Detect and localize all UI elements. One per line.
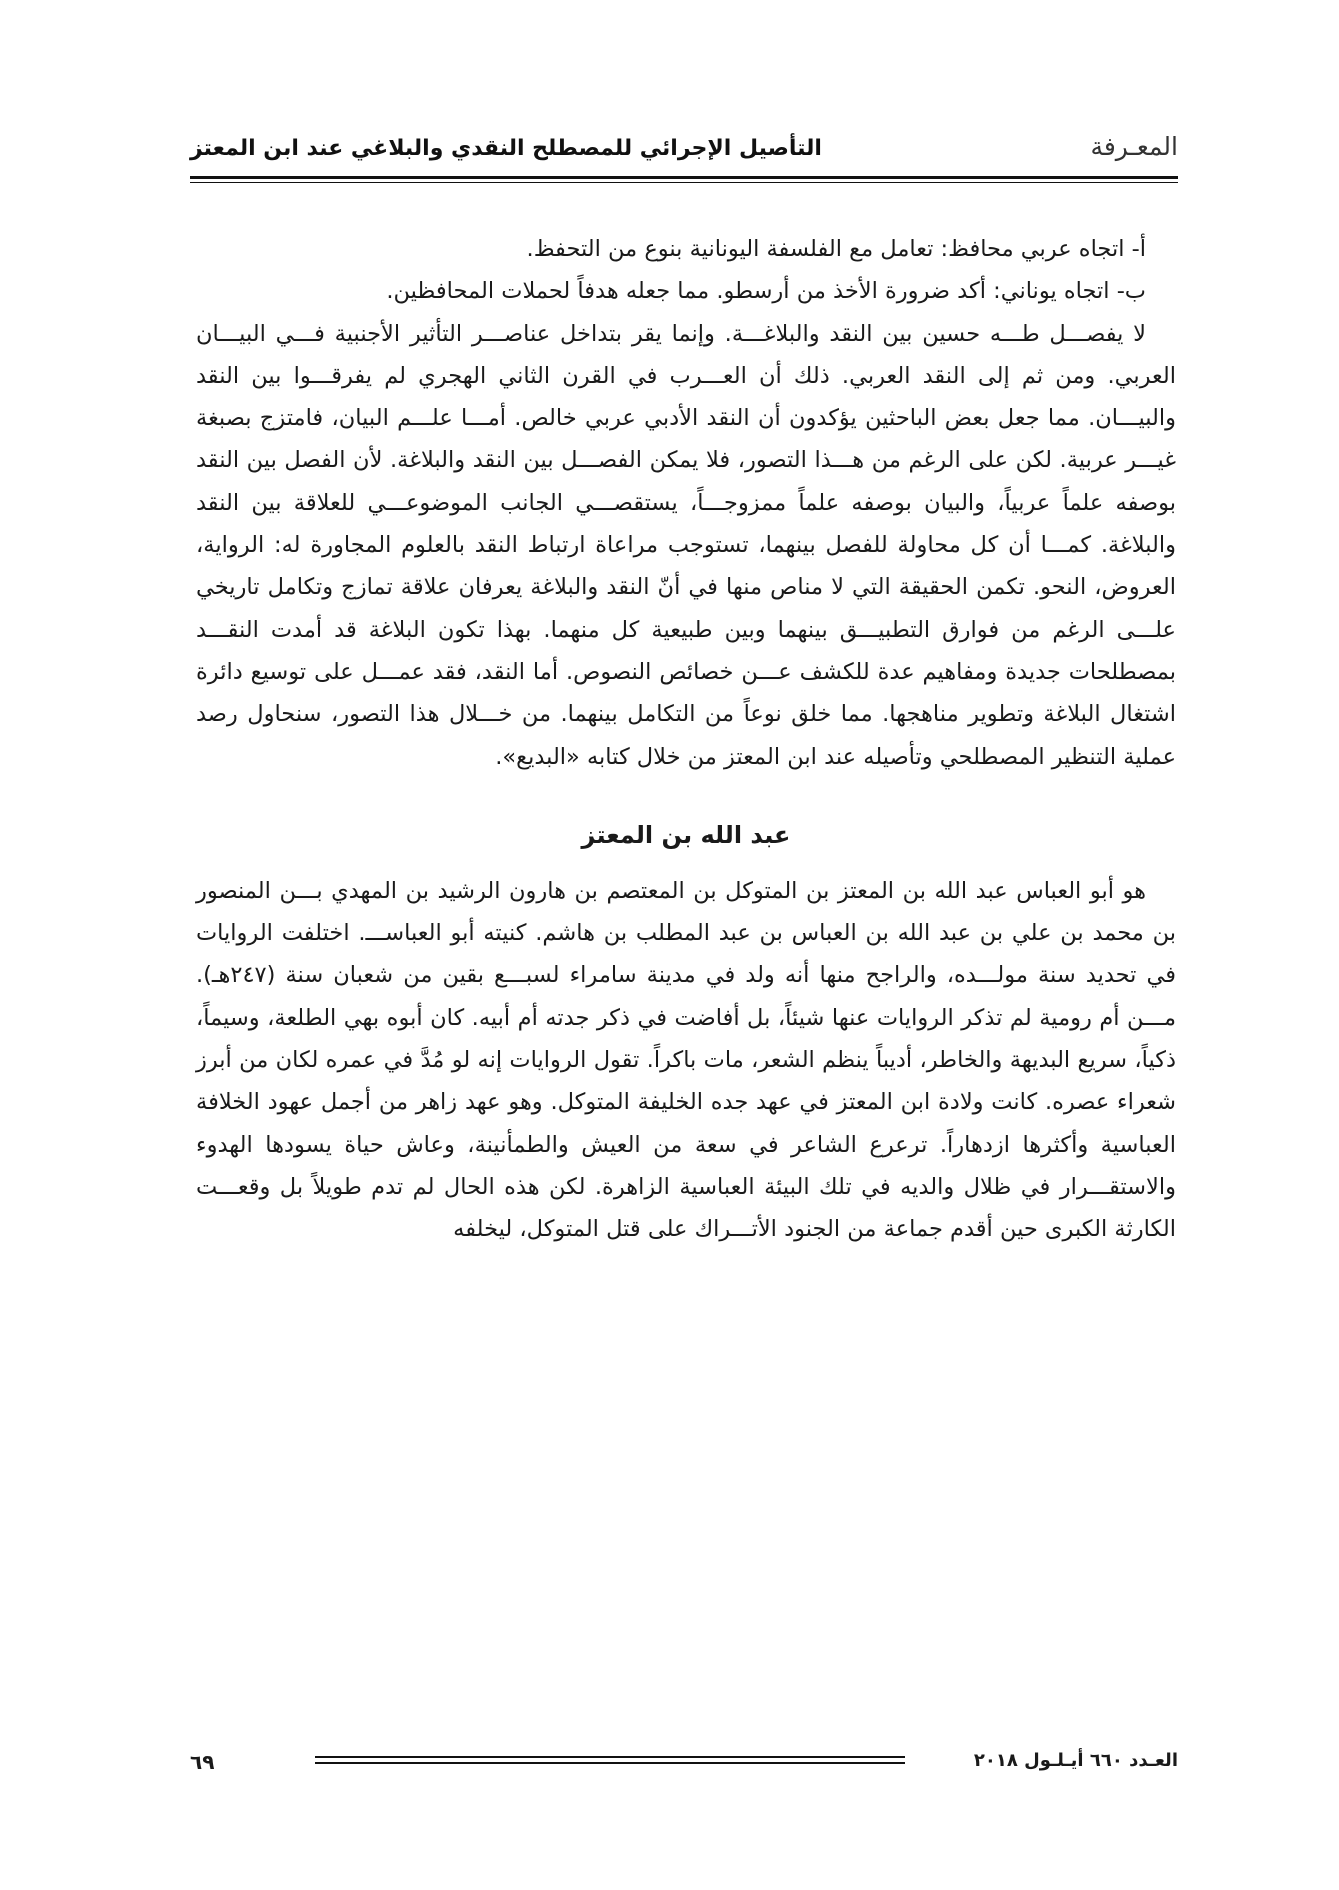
article-body [196,228,1176,1251]
page-number: ٦٩ [190,1750,215,1774]
page-header [190,128,1178,178]
footer-divider [315,1756,905,1758]
footer-divider-lower [315,1762,905,1764]
paragraph-criticism-rhetoric: لا يفصـــل طـــه حسين بين النقد والبلاغـــة. وإنما يقر بتداخل عناصـــر التأثير الأجنبية فـــي البيـــان العربي. ومن ثم إلى النقد العربي. ذلك أن العـــرب في القرن الثاني الهجري لم يفرقـــوا بين النقد والبيـــان. مما جعل بعض الباحثين يؤكدون أن النقد الأدبي عربي خالص. أمـــا علـــم البيان، فامتزج بصبغة غيـــر عربية. لكن على الرغم من هـــذا التصور، فلا يمكن الفصـــل بين النقد والبلاغة. لأن الفصل بين النقد بوصفه علماً عربياً، والبيان بوصفه علماً ممزوجـــاً، يستقصـــي الجانب الموضوعـــي للعلاقة بين النقد والبلاغة. كمـــا أن كل محاولة للفصل بينهما، تستوجب مراعاة ارتباط النقد بالعلوم المجاورة له: الرواية، العروض، النحو. تكمن الحقيقة التي لا مناص منها في أنّ النقد والبلاغة يعرفان علاقة تمازج وتكامل تاريخي علـــى الرغم من فوارق التطبيـــق بينهما وبين طبيعية كل منهما. بهذا تكون البلاغة قد أمدت النقـــد بمصطلحات جديدة ومفاهيم عدة للكشف عـــن خصائص النصوص. أما النقد، فقد عمـــل على توسيع دائرة اشتغال البلاغة وتطوير مناهجها. مما خلق نوعاً من التكامل بينهما. من خـــلال هذا التصور، سنحاول رصد عملية التنظير المصطلحي وتأصيله عند ابن المعتز من خلال كتابه «البديع». [196,320,1176,770]
section-heading: عبد الله بن المعتز [581,820,791,849]
journal-logo: المعـرفة [1090,132,1178,161]
header-divider-thin [190,182,1178,183]
paragraph-biography: هو أبو العباس عبد الله بن المعتز بن المتوكل بن المعتصم بن هارون الرشيد بن المهدي بـــن المنصور بن محمد بن علي بن عبد الله بن العباس بن عبد المطلب بن هاشم. كنيته أبو العباســـ. اختلفت الروايات في تحديد سنة مولـــده، والراجح منها أنه ولد في مدينة سامراء لسبـــع بقين من شعبان سنة (٢٤٧هـ). مـــن أم رومية لم تذكر الروايات عنها شيئاً، بل أفاضت في ذكر جدته أم أبيه. كان أبوه بهي الطلعة، وسيماً، ذكياً، سريع البديهة والخاطر، أديباً ينظم الشعر، مات باكراً. تقول الروايات إنه لو مُدَّ في عمره لكان من أبرز شعراء عصره. كانت ولادة ابن المعتز في عهد جده الخليفة المتوكل. وهو عهد زاهر من أجمل عهود الخلافة العباسية وأكثرها ازدهاراً. ترعرع الشاعر في سعة من العيش والطمأنينة، وعاش حياة يسودها الهدوء والاستقـــرار في ظلال والديه في تلك البيئة العباسية الزاهرة. لكن هذه الحال لم تدم طويلاً بل وقعـــت الكارثة الكبرى حين أقدم جماعة من الجنود الأتـــراك على قتل المتوكل، ليخلفه [196,877,1176,1243]
list-item-a: أ- اتجاه عربي محافظ: تعامل مع الفلسفة اليونانية بنوع من التحفظ. [526,236,1146,262]
header-divider [190,176,1178,179]
page-footer [190,1750,1178,1790]
list-item-b: ب- اتجاه يوناني: أكد ضرورة الأخذ من أرسطو. مما جعله هدفاً لحملات المحافظين. [386,278,1146,305]
running-title: التأصيل الإجرائي للمصطلح النقدي والبلاغي عند ابن المعتز [190,136,822,161]
issue-label: العـدد ٦٦٠ أيـلـول ٢٠١٨ [973,1750,1178,1771]
